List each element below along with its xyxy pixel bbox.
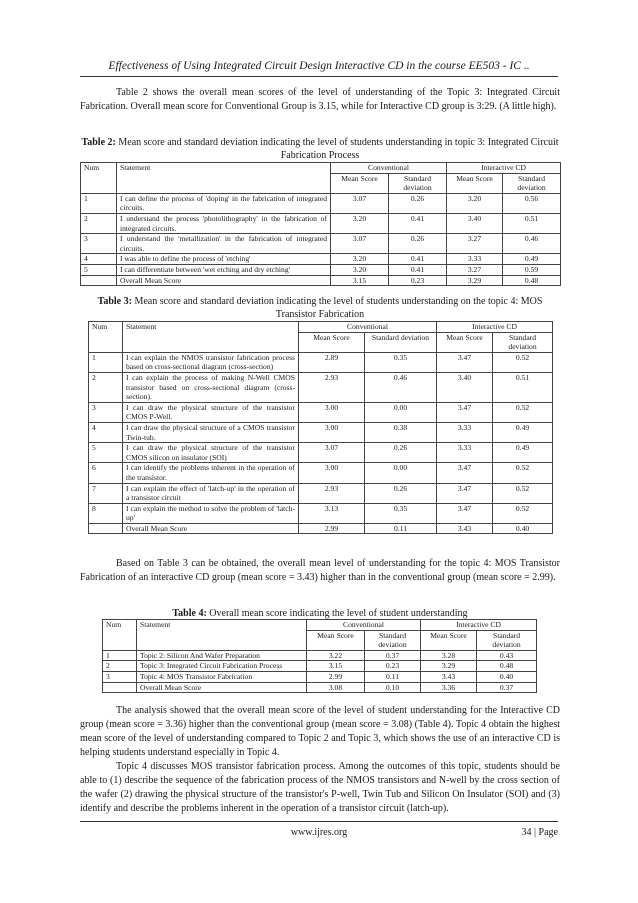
footer-website: www.ijres.org [290, 827, 348, 838]
row-num: 8 [89, 503, 123, 523]
table4-header-mean: Mean Score [307, 630, 365, 650]
interactive-mean: 3.47 [437, 402, 493, 422]
interactive-mean: 3.40 [437, 372, 493, 402]
conventional-sd: 0.26 [365, 443, 437, 463]
table2-header-num: Num [81, 163, 117, 194]
interactive-mean: 3.33 [437, 443, 493, 463]
table-row [89, 352, 553, 372]
conventional-mean: 3.07 [299, 443, 365, 463]
table2-caption-text: Mean score and standard deviation indicating the level of students understanding in topic 3: Integrated Circuit Fabrication Process [118, 137, 559, 161]
conventional-sd: 0.41 [389, 213, 447, 233]
row-statement: I understand the 'metallization' in the fabrication of integrated circuits. [117, 234, 331, 254]
table-row [81, 193, 561, 213]
paragraph-table4-discussion: The analysis showed that the overall mean score of the level of student understanding for the Interactive CD group (mean score = 3.36) higher than the conventional group (mean score = 3.08) (Table 4). Topic 4 obtain the highest mean score of the level of understanding compared to Topic 2 and Topic 3, which shows the use of an interactive CD is helping students understand especially in Topic 4. [80, 705, 560, 758]
interactive-mean: 3.47 [437, 352, 493, 372]
interactive-mean: 3.33 [437, 422, 493, 442]
interactive-sd: 0.59 [503, 264, 561, 275]
conventional-mean: 2.93 [299, 483, 365, 503]
table2-header-sd: Standard deviation [503, 173, 561, 193]
table-row [89, 443, 553, 463]
table-row [103, 671, 537, 682]
table-row [81, 264, 561, 275]
table-row [81, 234, 561, 254]
table2-header-statement: Statement [117, 163, 331, 194]
row-statement: I can explain the effect of 'latch-up' in the operation of a transistor circuit [123, 483, 299, 503]
interactive-sd: 0.46 [503, 234, 561, 254]
table3-header-interactive: Interactive CD [437, 322, 553, 333]
row-num: 2 [103, 661, 137, 672]
table-row-overall [103, 682, 537, 693]
running-header: Effectiveness of Using Integrated Circuit Design Interactive CD in the course EE503 - IC .. [108, 60, 530, 72]
table3-caption-text: Mean score and standard deviation indicating the level of students understanding on the topic 4: MOS Transistor Fabrication [134, 296, 543, 320]
interactive-mean: 3.43 [437, 523, 493, 534]
table2 [80, 162, 561, 286]
conventional-mean: 2.93 [299, 372, 365, 402]
row-statement: I can explain the method to solve the problem of 'latch-up' [123, 503, 299, 523]
table-row [89, 503, 553, 523]
conventional-sd: 0.41 [389, 254, 447, 265]
conventional-sd: 0.38 [365, 422, 437, 442]
row-num: 1 [89, 352, 123, 372]
conventional-mean: 3.00 [299, 463, 365, 483]
row-num: 2 [81, 213, 117, 233]
row-statement: I can draw the physical structure of the transistor CMOS silicon on insulator (SOI) [123, 443, 299, 463]
table-row [89, 422, 553, 442]
row-statement: I can draw the physical structure of the transistor CMOS P-Well. [123, 402, 299, 422]
interactive-sd: 0.51 [503, 213, 561, 233]
interactive-mean: 3.27 [447, 264, 503, 275]
row-statement: I was able to define the process of 'etching' [117, 254, 331, 265]
table-row [103, 661, 537, 672]
table-row [81, 213, 561, 233]
table4-header-sd: Standard deviation [365, 630, 421, 650]
table-row [89, 483, 553, 503]
interactive-sd: 0.40 [493, 523, 553, 534]
conventional-sd: 0.23 [389, 275, 447, 286]
interactive-mean: 3.29 [447, 275, 503, 286]
table2-header-conventional: Conventional [331, 163, 447, 174]
row-num: 5 [89, 443, 123, 463]
row-num: 4 [81, 254, 117, 265]
conventional-sd: 0.00 [365, 463, 437, 483]
paragraph-table2-intro: Table 2 shows the overall mean scores of the level of understanding of the Topic 3: Integrated Circuit Fabrication. Overall mean score for Conventional Group is 3.15, while for Interactive CD group is 3:29. (A little high). [80, 87, 560, 112]
row-num: 1 [103, 650, 137, 661]
conventional-sd: 0.46 [365, 372, 437, 402]
conventional-sd: 0.23 [365, 661, 421, 672]
conventional-mean: 3.20 [331, 264, 389, 275]
interactive-mean: 3.47 [437, 483, 493, 503]
interactive-sd: 0.43 [477, 650, 537, 661]
table4-header-sd: Standard deviation [477, 630, 537, 650]
conventional-sd: 0.26 [365, 483, 437, 503]
interactive-sd: 0.56 [503, 193, 561, 213]
table-row [81, 254, 561, 265]
table2-caption [80, 136, 560, 162]
table-row [89, 372, 553, 402]
table2-header-mean: Mean Score [331, 173, 389, 193]
table4-header-mean: Mean Score [421, 630, 477, 650]
table-row-overall [89, 523, 553, 534]
table3-caption [80, 295, 560, 321]
conventional-sd: 0.26 [389, 193, 447, 213]
conventional-sd: 0.35 [365, 503, 437, 523]
interactive-mean: 3.33 [447, 254, 503, 265]
interactive-sd: 0.49 [493, 422, 553, 442]
table-row [89, 463, 553, 483]
conventional-mean: 2.99 [299, 523, 365, 534]
conventional-sd: 0.26 [389, 234, 447, 254]
interactive-mean: 3.47 [437, 503, 493, 523]
row-statement: I can differentiate between 'wet etching and dry etching' [117, 264, 331, 275]
conventional-sd: 0.10 [365, 682, 421, 693]
conventional-mean: 3.08 [307, 682, 365, 693]
interactive-sd: 0.52 [493, 463, 553, 483]
overall-label: Overall Mean Score [117, 275, 331, 286]
conventional-mean: 3.20 [331, 213, 389, 233]
table4-header-num: Num [103, 620, 137, 651]
conventional-mean: 2.89 [299, 352, 365, 372]
table-row [103, 650, 537, 661]
conventional-sd: 0.00 [365, 402, 437, 422]
row-statement: I can define the process of 'doping' in the fabrication of integrated circuits. [117, 193, 331, 213]
interactive-sd: 0.37 [477, 682, 537, 693]
conventional-mean: 3.20 [331, 254, 389, 265]
table2-header-sd: Standard deviation [389, 173, 447, 193]
conventional-mean: 3.13 [299, 503, 365, 523]
row-statement: I can explain the NMOS transistor fabrication process based on cross-sectional diagram (cross-section) [123, 352, 299, 372]
conventional-sd: 0.37 [365, 650, 421, 661]
table4-header-interactive: Interactive CD [421, 620, 537, 631]
table4-header-conventional: Conventional [307, 620, 421, 631]
interactive-sd: 0.52 [493, 402, 553, 422]
interactive-mean: 3.47 [437, 463, 493, 483]
table2-header-mean: Mean Score [447, 173, 503, 193]
interactive-sd: 0.52 [493, 483, 553, 503]
interactive-mean: 3.40 [447, 213, 503, 233]
interactive-sd: 0.40 [477, 671, 537, 682]
conventional-mean: 3.07 [331, 234, 389, 254]
row-num: 3 [81, 234, 117, 254]
table3-header-statement: Statement [123, 322, 299, 353]
conventional-mean: 3.07 [331, 193, 389, 213]
interactive-mean: 3.43 [421, 671, 477, 682]
interactive-mean: 3.28 [421, 650, 477, 661]
interactive-mean: 3.27 [447, 234, 503, 254]
footer-rule [80, 821, 558, 822]
table2-label: Table 2: [81, 137, 116, 148]
conventional-mean: 3.00 [299, 402, 365, 422]
paragraph-table3-discussion: Based on Table 3 can be obtained, the overall mean level of understanding for the topic 4: MOS Transistor Fabrication of an interactive CD group (mean score = 3.43) higher than in the conventional group (mean score = 2.99). [80, 558, 560, 583]
table3-label: Table 3: [97, 296, 132, 307]
interactive-mean: 3.29 [421, 661, 477, 672]
table4 [102, 619, 537, 693]
conventional-mean: 3.15 [307, 661, 365, 672]
interactive-sd: 0.49 [503, 254, 561, 265]
row-statement: I can explain the process of making N-Well CMOS transistor based on cross-sectional diagram (cross-section). [123, 372, 299, 402]
table-row-overall [81, 275, 561, 286]
conventional-sd: 0.11 [365, 523, 437, 534]
table4-caption-text: Overall mean score indicating the level of student understanding [209, 608, 468, 619]
table3-header-mean: Mean Score [299, 332, 365, 352]
interactive-sd: 0.52 [493, 503, 553, 523]
conventional-mean: 2.99 [307, 671, 365, 682]
interactive-sd: 0.49 [493, 443, 553, 463]
conventional-mean: 3.15 [331, 275, 389, 286]
conventional-sd: 0.41 [389, 264, 447, 275]
conventional-sd: 0.35 [365, 352, 437, 372]
row-statement: Topic 2: Silicon And Wafer Preparation [137, 650, 307, 661]
row-statement: I understand the process 'photolithography' in the fabrication of integrated circuits. [117, 213, 331, 233]
table-row [89, 402, 553, 422]
row-num: 1 [81, 193, 117, 213]
paragraph-topic4: Topic 4 discusses MOS transistor fabrication process. Among the outcomes of this topic, students should be able to (1) describe the sequence of the fabrication process of the NMOS transistors and N-well by the cross section of the wafer (2) drawing the physical structure of the transistor's P-well, Twin Tub and Silicon On Insulator (SOI) and (3) identify and describe the problems inherent in the operation of a transistor circuit (latch-up). [80, 761, 560, 814]
table3-header-conventional: Conventional [299, 322, 437, 333]
interactive-mean: 3.20 [447, 193, 503, 213]
table3-header-mean: Mean Score [437, 332, 493, 352]
header-rule [80, 76, 558, 77]
row-statement: I can draw the physical structure of a CMOS transistor Twin-tub. [123, 422, 299, 442]
table3-header-sd: Standard deviation [493, 332, 553, 352]
interactive-sd: 0.48 [477, 661, 537, 672]
interactive-sd: 0.51 [493, 372, 553, 402]
table3-header-num: Num [89, 322, 123, 353]
conventional-mean: 3.00 [299, 422, 365, 442]
interactive-sd: 0.48 [503, 275, 561, 286]
conventional-mean: 3.22 [307, 650, 365, 661]
row-num: 7 [89, 483, 123, 503]
row-num: 5 [81, 264, 117, 275]
row-num: 4 [89, 422, 123, 442]
overall-label: Overall Mean Score [137, 682, 307, 693]
table4-label: Table 4: [172, 608, 207, 619]
interactive-mean: 3.36 [421, 682, 477, 693]
row-statement: Topic 3: Integrated Circuit Fabrication Process [137, 661, 307, 672]
conventional-sd: 0.11 [365, 671, 421, 682]
table3-header-sd: Standard deviation [365, 332, 437, 352]
table3 [88, 321, 553, 534]
row-num: 3 [89, 402, 123, 422]
table2-header-interactive: Interactive CD [447, 163, 561, 174]
row-num: 3 [103, 671, 137, 682]
overall-label: Overall Mean Score [123, 523, 299, 534]
footer-page-number: 34 | Page [521, 827, 558, 838]
interactive-sd: 0.52 [493, 352, 553, 372]
table4-header-statement: Statement [137, 620, 307, 651]
row-statement: I can identify the problems inherent in the operation of the transistor. [123, 463, 299, 483]
row-num: 6 [89, 463, 123, 483]
row-num: 2 [89, 372, 123, 402]
row-statement: Topic 4: MOS Transistor Fabrication [137, 671, 307, 682]
